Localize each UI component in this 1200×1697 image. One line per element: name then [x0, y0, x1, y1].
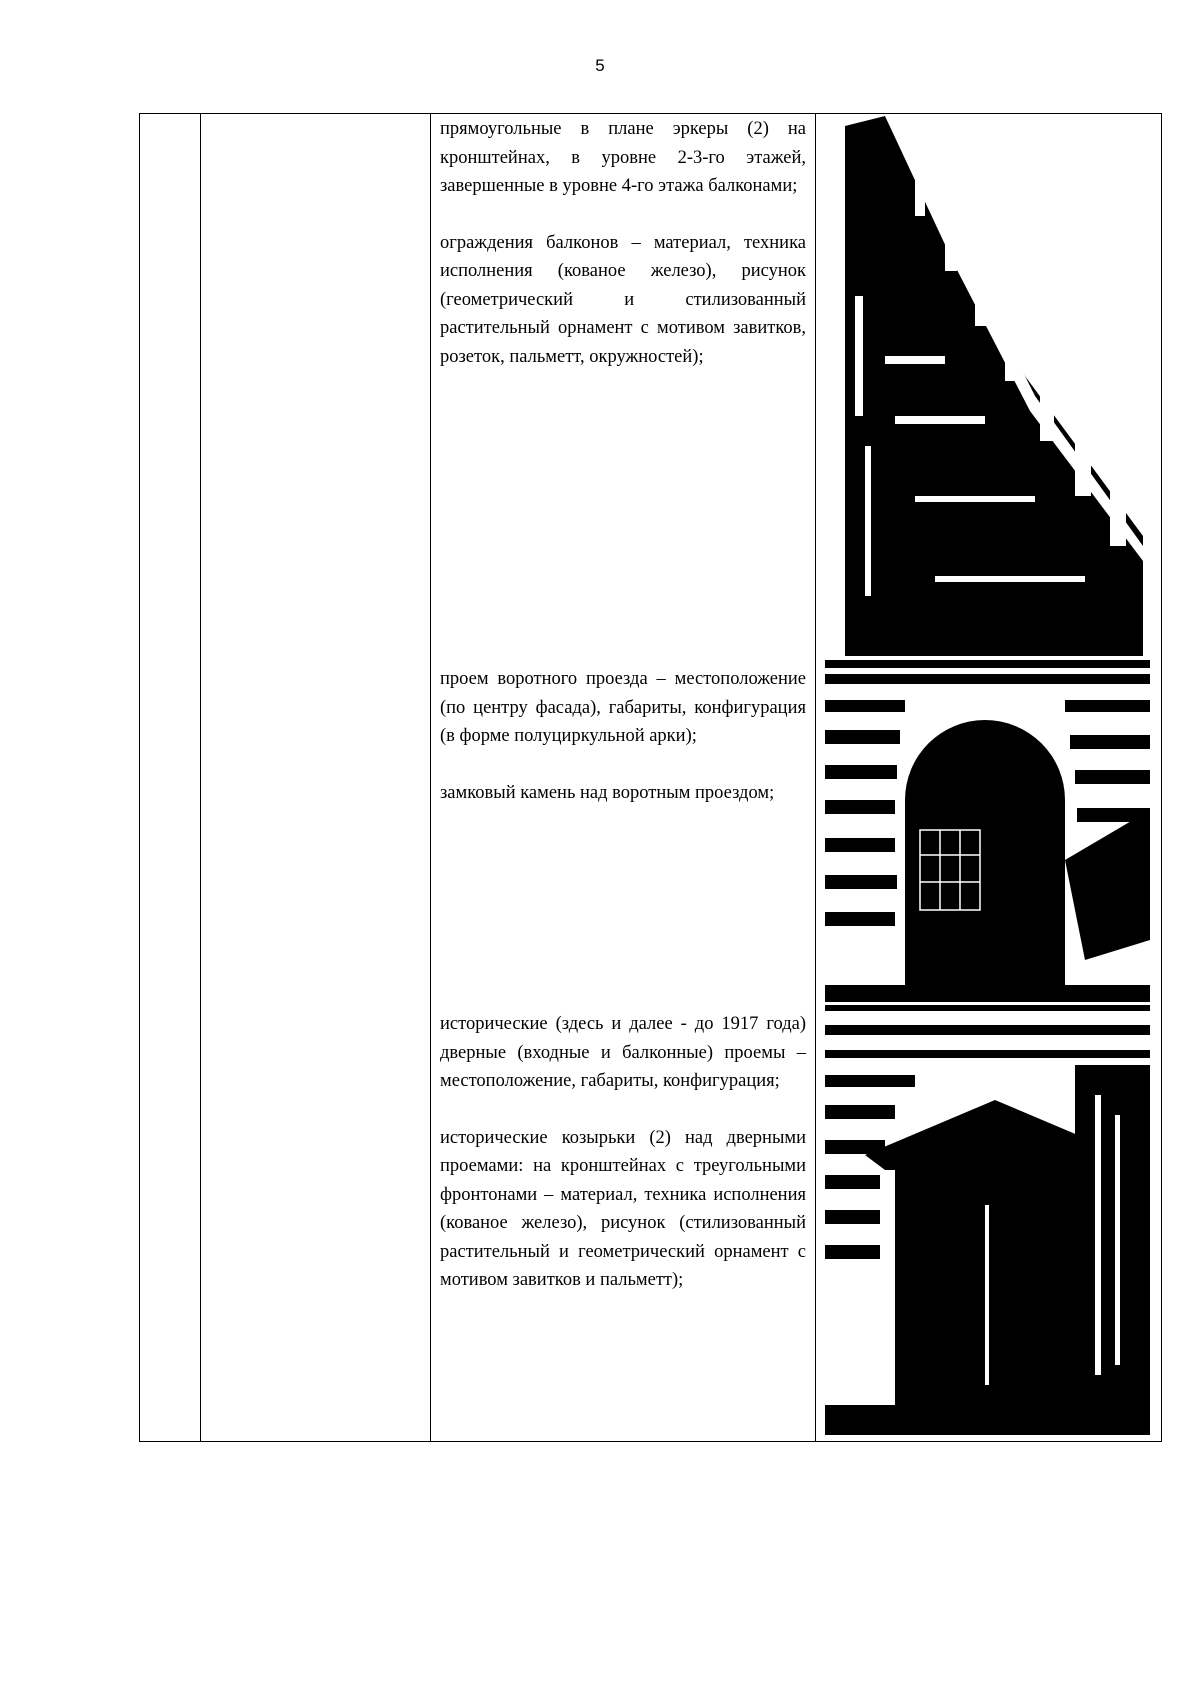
facade-balconies-photo [825, 116, 1143, 656]
paragraph: исторические козырьки (2) над дверными проемами: на кронштейнах с треугольными фронтонами – материал, техника исполнения (кованое железо), рисунок (стилизованный растительный и геометрический орнамент с мотивом завитков и пальметт); [440, 1127, 806, 1290]
door-canopy-photo [825, 1005, 1150, 1435]
paragraph: замковый камень над воротным проездом; [440, 782, 775, 803]
table-column-divider [815, 114, 816, 1441]
text-cell-row-3 [440, 1010, 806, 1323]
table-column-divider [200, 114, 201, 1441]
arched-gateway-photo [825, 660, 1150, 1002]
paragraph: проем воротного проезда – местоположение (по центру фасада), габариты, конфигурация (в форме полуциркульной арки); [440, 669, 806, 746]
text-cell-row-1 [440, 115, 806, 399]
table-column-divider [430, 114, 431, 1441]
paragraph: исторические (здесь и далее - до 1917 года) дверные (входные и балконные) проемы – местоположение, габариты, конфигурация; [440, 1014, 806, 1091]
paragraph: ограждения балконов – материал, техника исполнения (кованое железо), рисунок (геометрический и стилизованный растительный орнамент с мотивом завитков, розеток, пальметт, окружностей); [440, 232, 806, 367]
paragraph: прямоугольные в плане эркеры (2) на кронштейнах, в уровне 2-3-го этажей, завершенные в уровне 4-го этажа балконами; [440, 119, 806, 196]
page-number: 5 [595, 56, 605, 75]
text-cell-row-2 [440, 665, 806, 835]
